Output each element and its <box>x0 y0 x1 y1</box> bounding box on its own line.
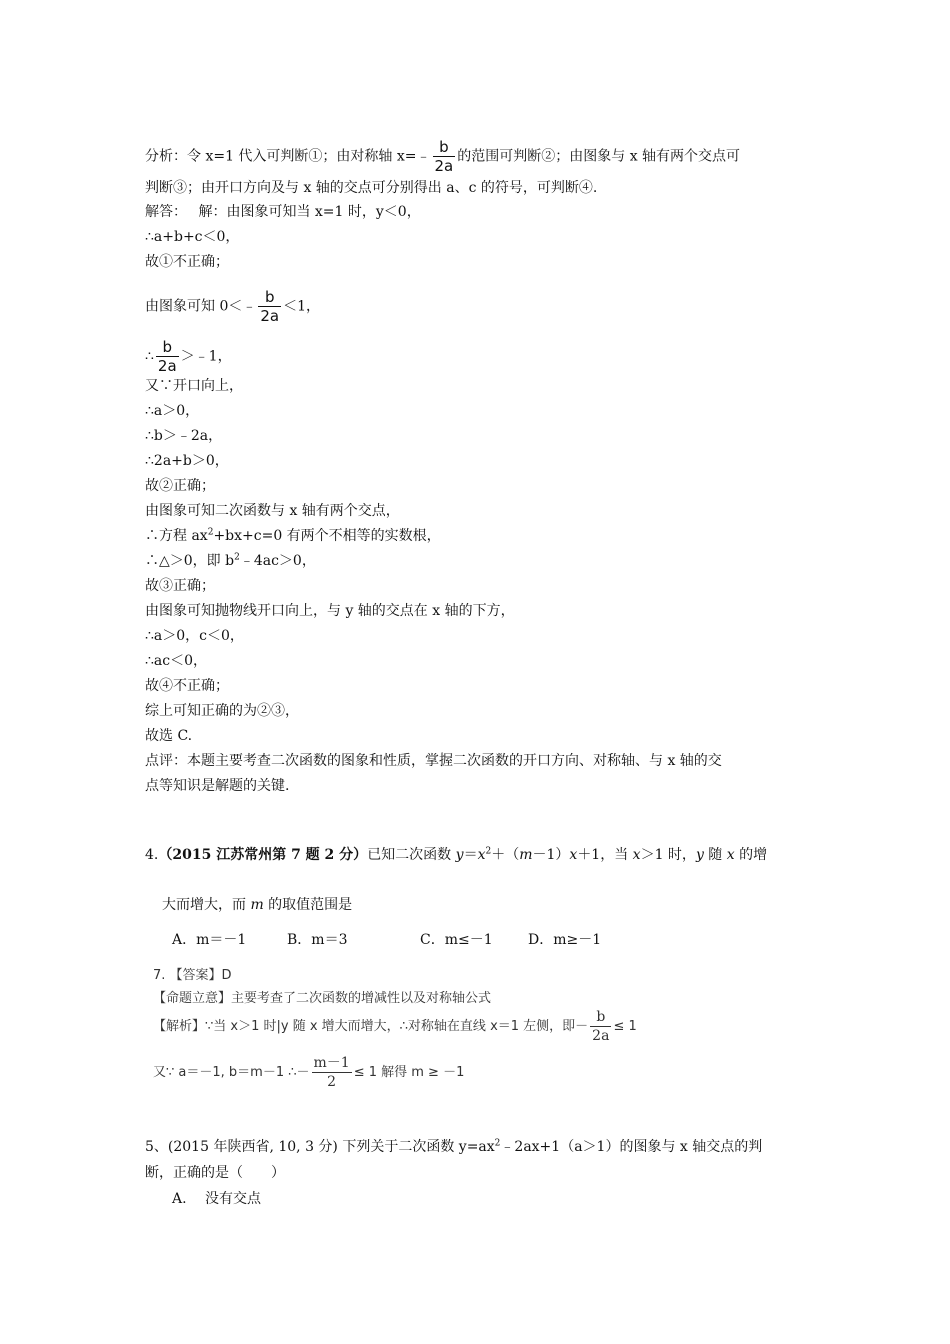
answer-line: 7. 【答案】D <box>153 968 232 983</box>
question-5-line-1 <box>145 1137 762 1157</box>
solution-line: 由图象可知二次函数与 x 轴有两个交点， <box>145 503 400 519</box>
solution-line: 故③正确； <box>145 578 215 594</box>
solution-line-fraction <box>145 338 232 375</box>
option-a[interactable]: A. 没有交点 <box>172 1191 262 1207</box>
solution-line-fraction <box>145 288 320 325</box>
fraction-denominator: 2a <box>434 157 454 175</box>
question-4-options <box>172 930 601 950</box>
option-c[interactable]: C．m≤－1 <box>420 932 493 948</box>
text: 5、(2015 年陕西省, 10, 3 分) 下列关于二次函数 y=ax <box>145 1139 495 1155</box>
text: ≤ 1 <box>613 1019 637 1034</box>
answer-line: 【命题立意】主要考查了二次函数的增减性以及对称轴公式 <box>153 991 492 1006</box>
solution-line: 解答： 解：由图象可知当 x=1 时，y＜0， <box>145 204 421 220</box>
solution-line: ∴2a+b＞0， <box>145 453 229 469</box>
var: x <box>632 847 641 863</box>
option-d[interactable]: D．m≥－1 <box>528 932 602 948</box>
text: ＞﹣1， <box>180 348 232 365</box>
question-4-line-2 <box>162 895 352 915</box>
fraction-numerator: m－1 <box>313 1055 350 1071</box>
solution-line: 故④不正确； <box>145 678 229 694</box>
solution-line <box>145 526 441 546</box>
answer-line <box>153 1054 464 1091</box>
text: ＋1，当 <box>577 847 633 863</box>
question-4-line-1 <box>145 845 767 865</box>
text: ﹣4ac＞0， <box>239 553 316 569</box>
text: ＞1 时， <box>640 847 696 863</box>
text: ∴ <box>145 348 154 365</box>
superscript: 2 <box>234 552 240 563</box>
var: x <box>477 847 486 863</box>
fraction <box>156 338 179 375</box>
solution-line: 综上可知正确的为②③， <box>145 703 299 719</box>
solution-line: ∴ac＜0， <box>145 653 208 669</box>
comment-line: 点等知识是解题的关键. <box>145 778 290 794</box>
solution-line: ∴a＞0，c＜0， <box>145 628 244 644</box>
var: y <box>455 847 464 863</box>
var: y <box>695 847 704 863</box>
var: m <box>250 897 264 913</box>
text: ＝ <box>463 847 478 863</box>
text: ＋（ <box>491 847 520 863</box>
var: m <box>519 847 533 863</box>
answer-line <box>153 1008 637 1045</box>
solution-line: 故①不正确； <box>145 254 229 270</box>
solution-line: ∴a＞0， <box>145 403 200 419</box>
analysis-line-2: 判断③；由开口方向及与 x 轴的交点可分别得出 a、c 的符号，可判断④. <box>145 180 598 196</box>
option-b[interactable]: B．m＝3 <box>287 932 348 948</box>
option-a[interactable]: A．m＝－1 <box>172 932 247 948</box>
superscript: 2 <box>485 846 492 857</box>
superscript: 2 <box>207 527 214 538</box>
fraction-numerator: b <box>439 138 449 156</box>
analysis-line-1 <box>145 138 740 175</box>
fraction <box>258 288 281 325</box>
text: 由图象可知 0＜﹣ <box>145 298 257 315</box>
text: +bx+c=0 有两个不相等的实数根， <box>213 528 441 544</box>
text: ≤ 1 解得 m ≥ －1 <box>353 1065 465 1080</box>
text: ﹣2ax+1（a＞1）的图象与 x 轴交点的判 <box>500 1139 763 1155</box>
text: 分析：令 x=1 代入可判断①；由对称轴 x=﹣ <box>145 148 431 165</box>
text: 【解析】∵当 x＞1 时|y 随 x 增大而增大，∴对称轴在直线 x＝1 左侧，即－ <box>153 1019 589 1034</box>
text: ＜1， <box>283 298 321 315</box>
comment-line: 点评：本题主要考查二次函数的图象和性质，掌握二次函数的开口方向、对称轴、与 x 轴的交 <box>145 753 722 769</box>
var: x <box>726 847 735 863</box>
fraction <box>590 1008 611 1045</box>
fraction-denominator: 2a <box>592 1028 610 1044</box>
var: x <box>569 847 578 863</box>
fraction-numerator: b <box>264 288 275 306</box>
solution-line: ∴a+b+c＜0， <box>145 229 240 245</box>
fraction-denominator: 2a <box>260 307 280 325</box>
text: 随 <box>703 847 727 863</box>
text: ∴方程 ax <box>145 528 208 544</box>
fraction-denominator: 2a <box>157 357 177 375</box>
solution-line: 故选 C. <box>145 728 193 744</box>
superscript: 2 <box>494 1138 501 1149</box>
text: ∴△＞0，即 b <box>145 553 235 569</box>
text: 的范围可判断②；由图象与 x 轴有两个交点可 <box>457 148 741 165</box>
text: 又∵ a＝－1, b＝m－1 ∴－ <box>153 1065 310 1080</box>
fraction-numerator: b <box>596 1009 606 1025</box>
text: 已知二次函数 <box>367 847 456 863</box>
text: －1） <box>532 847 570 863</box>
text: 大而增大，而 <box>162 897 251 913</box>
fraction <box>433 138 456 175</box>
question-number: 4. <box>145 847 159 863</box>
solution-line <box>145 551 316 571</box>
question-5-line-2: 断，正确的是（ ） <box>145 1165 285 1181</box>
solution-line: 故②正确； <box>145 478 215 494</box>
solution-line: 由图象可知抛物线开口向上，与 y 轴的交点在 x 轴的下方， <box>145 603 515 619</box>
text: 的取值范围是 <box>263 897 353 913</box>
fraction <box>312 1054 352 1091</box>
fraction-denominator: 2 <box>312 1072 352 1091</box>
fraction-numerator: b <box>162 338 173 356</box>
question-source: （2015 江苏常州第 7 题 2 分） <box>158 847 368 863</box>
answer-excerpt <box>145 962 690 1092</box>
solution-line: 又∵开口向上， <box>145 378 243 394</box>
text: 的增 <box>734 847 768 863</box>
solution-line: ∴b＞﹣2a， <box>145 428 223 444</box>
